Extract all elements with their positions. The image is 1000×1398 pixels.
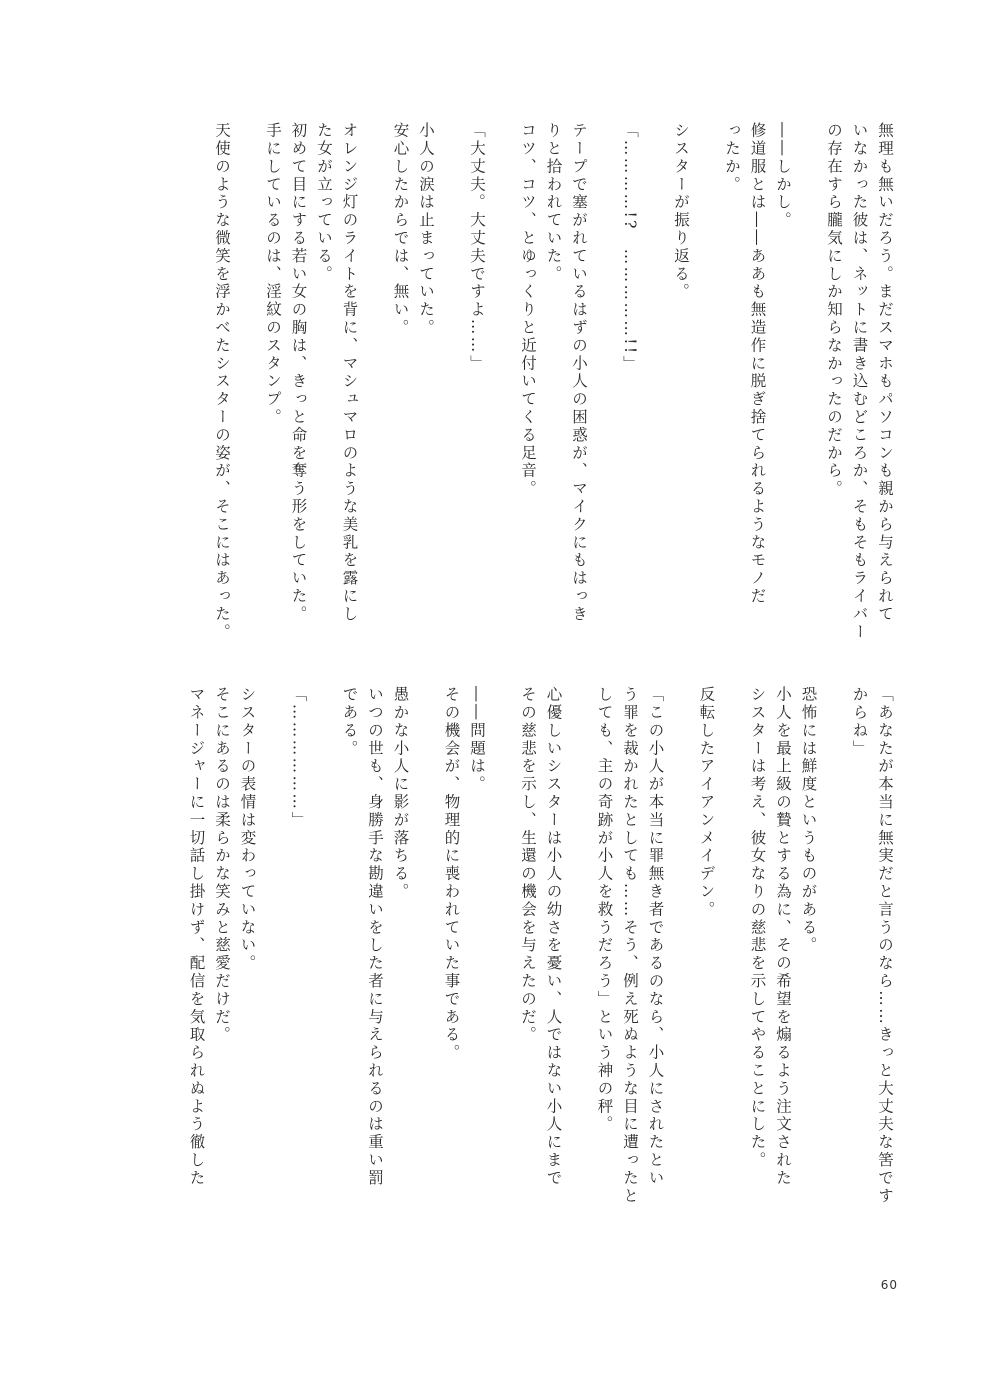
blank-line	[413, 686, 439, 1236]
blank-line	[234, 122, 260, 662]
blank-line	[438, 122, 464, 662]
text-line: りと拾われていた。	[544, 122, 563, 284]
blank-line	[668, 686, 694, 1236]
blank-line	[489, 122, 515, 662]
blank-line	[591, 122, 617, 662]
dialogue-line: う罪を裁かれたとしても……そう、例え死ぬような目に遭ったと	[621, 686, 639, 1206]
text-line: ――しかし。	[774, 122, 792, 230]
text-line: 恐怖には鮮度というものがある。	[799, 686, 818, 955]
page-number: 60	[880, 1278, 898, 1292]
text-line: 安心したからでは、無い。	[391, 122, 410, 337]
text-line: ――問題は。	[468, 686, 486, 794]
text-line: マネージャーに一切話し掛けず、配信を気取られぬよう徹した	[187, 686, 206, 1188]
blank-line	[642, 122, 668, 662]
lower-text-block	[97, 686, 897, 1236]
text-line: 小人の涙は止まっていた。	[417, 122, 435, 337]
dialogue-line: 「………………」	[289, 686, 308, 830]
text-line: 小人を最上級の贄とする為に、その希望を煽るよう注文された	[774, 686, 792, 1188]
dialogue-line: 「あなたが本当に無実だと言うのなら……きっと大丈夫な筈です	[876, 686, 894, 1206]
dialogue-line: からね」	[850, 686, 869, 758]
text-line: の存在すら朧気にしか知らなかったのだから。	[825, 122, 843, 498]
text-line: 無理も無いだろう。まだスマホもパソコンも親から与えられて	[876, 122, 894, 624]
text-line: 愚かな小人に影が落ちる。	[391, 686, 410, 901]
text-line: オレンジ灯のライトを背に、マシュマロのような美乳を露にし	[340, 122, 359, 624]
upper-text-block	[97, 122, 897, 662]
text-line: 心優しいシスターは小人の幼さを憂い、人ではない小人にまで	[544, 686, 563, 1188]
dialogue-line: 「大丈夫。大丈夫ですよ……」	[468, 122, 486, 373]
text-line: そこにあるのは柔らかな笑みと慈愛だけだ。	[213, 686, 231, 1044]
text-line: シスターは考え、彼女なりの慈悲を示してやることにした。	[748, 686, 767, 1170]
blank-line	[489, 686, 515, 1236]
text-line: 手にしているのは、淫紋のスタンプ。	[264, 122, 282, 427]
text-line: 天使のような微笑を浮かべたシスターの姿が、そこにはあった。	[213, 122, 231, 642]
dialogue-line: しても、主の奇跡が小人を救うだろう」という神の秤。	[595, 686, 614, 1134]
blank-line	[821, 686, 847, 1236]
text-line: シスターが振り返る。	[672, 122, 690, 301]
blank-line	[311, 686, 337, 1236]
text-line: である。	[340, 686, 359, 758]
text-line: 初めて目にする若い女の胸は、きっと命を奪う形をしていた。	[289, 122, 308, 624]
blank-line	[260, 686, 286, 1236]
blank-line	[566, 686, 592, 1236]
blank-line	[693, 122, 719, 662]
text-line: 修道服とは――ああも無造作に脱ぎ捨てられるようなモノだ	[748, 122, 767, 606]
text-line: 反転したアイアンメイデン。	[697, 686, 716, 919]
text-line: シスターの表情は変わっていない。	[238, 686, 257, 973]
text-line: いなかった彼は、ネットに書き込むどころか、そもそもライバー	[850, 122, 869, 642]
text-line: た女が立っている。	[315, 122, 333, 284]
blank-line	[795, 122, 821, 662]
blank-line	[362, 122, 388, 662]
text-line: その機会が、物理的に喪われていた事である。	[442, 686, 461, 1062]
dialogue-line: 「この小人が本当に罪無き者であるのなら、小人にされたとい	[646, 686, 665, 1188]
dialogue-line: 「…………!? ……………!!」	[621, 122, 639, 374]
text-line: コツ、コツ、とゆっくりと近付いてくる足音。	[519, 122, 537, 498]
blank-line	[719, 686, 745, 1236]
text-line: ったか。	[723, 122, 741, 194]
text-line: いつの世も、身勝手な勘違いをした者に与えられるのは重い罰	[366, 686, 384, 1188]
text-line: テープで塞がれているはずの小人の困惑が、マイクにもはっき	[570, 122, 588, 624]
text-line: その慈悲を示し、生還の機会を与えたのだ。	[519, 686, 537, 1044]
